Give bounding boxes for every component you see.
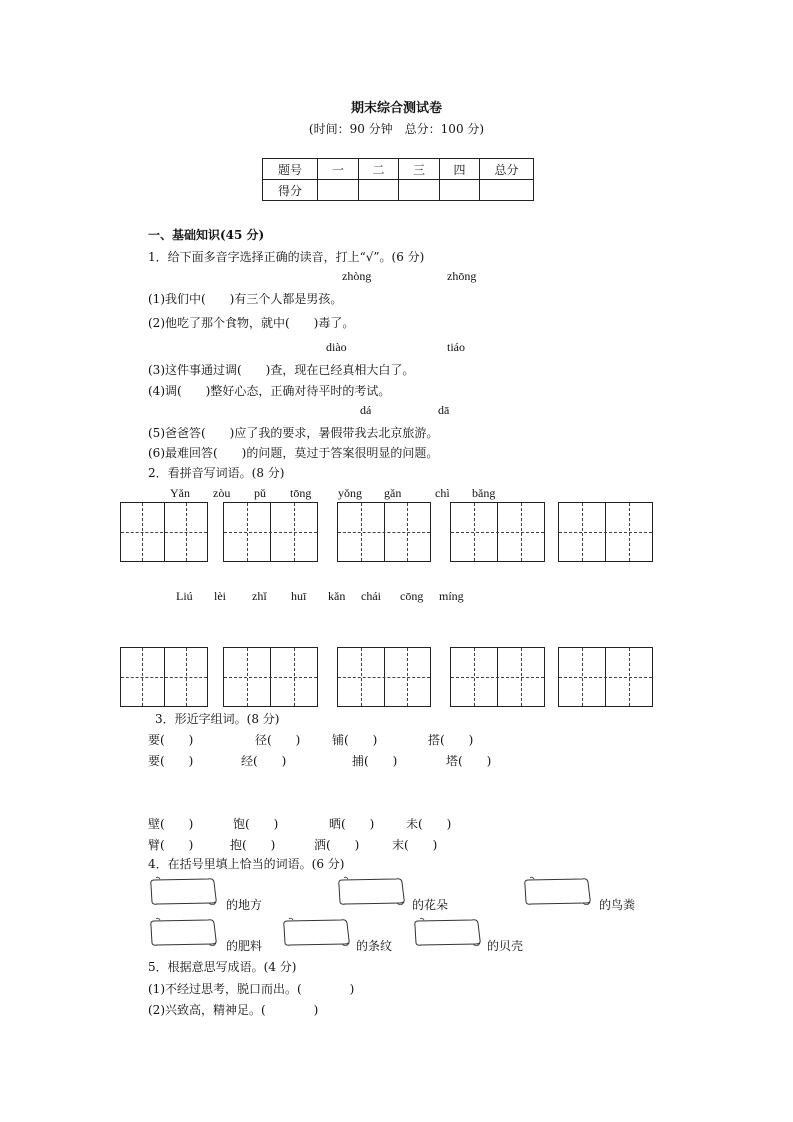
word-blank: 要( ) <box>148 733 194 747</box>
pinyin-syllable: zòu <box>213 486 231 500</box>
word-blank: 铺( ) <box>332 733 378 747</box>
exam-info: (时间：90 分钟 总分：100 分) <box>308 122 485 136</box>
pinyin-option: dā <box>438 403 450 417</box>
scroll-answer-box[interactable] <box>412 915 484 949</box>
q1-sentence: (2)他吃了那个食物，就中( )毒了。 <box>148 316 355 330</box>
pinyin-syllable: Liú <box>176 589 193 603</box>
score-table-header-row <box>263 159 534 180</box>
score-row-label: 得分 <box>263 180 318 201</box>
question-3-prompt: 3．形近字组词。(8 分) <box>155 712 280 726</box>
q1-sentence: (3)这件事通过调( )查，现在已经真相大白了。 <box>148 363 415 377</box>
score-cell[interactable] <box>399 180 440 201</box>
pinyin-syllable: chì <box>435 486 450 500</box>
writing-grid[interactable] <box>337 647 431 707</box>
phrase-suffix: 的地方 <box>226 898 263 912</box>
writing-grid[interactable] <box>223 647 318 707</box>
word-blank: 末( ) <box>392 838 438 852</box>
pinyin-option: zhōng <box>447 269 477 283</box>
pinyin-syllable: chái <box>361 589 381 603</box>
writing-grid[interactable] <box>558 502 653 562</box>
score-header-cell: 二 <box>359 159 399 180</box>
phrase-suffix: 的花朵 <box>412 898 449 912</box>
question-2-prompt: 2．看拼音写词语。(8 分) <box>148 466 285 480</box>
score-header-cell: 一 <box>318 159 359 180</box>
scroll-answer-box[interactable] <box>148 874 220 908</box>
scroll-answer-box[interactable] <box>148 915 220 949</box>
score-cell[interactable] <box>440 180 480 201</box>
scroll-answer-box[interactable] <box>336 874 408 908</box>
writing-grid[interactable] <box>450 502 545 562</box>
question-1-prompt: 1．给下面多音字选择正确的读音，打上“√”。(6 分) <box>148 250 425 264</box>
pinyin-syllable: zhǐ <box>252 589 267 603</box>
pinyin-option: diào <box>326 340 347 354</box>
pinyin-option: tiáo <box>447 340 465 354</box>
pinyin-syllable: huī <box>291 589 307 603</box>
pinyin-syllable: yǒng <box>338 486 362 500</box>
word-blank: 要( ) <box>148 754 194 768</box>
score-cell[interactable] <box>359 180 399 201</box>
word-blank: 捕( ) <box>352 754 398 768</box>
word-blank: 径( ) <box>255 733 301 747</box>
phrase-suffix: 的鸟粪 <box>599 898 636 912</box>
pinyin-syllable: Yǎn <box>170 486 190 500</box>
pinyin-syllable: cōng <box>400 589 424 603</box>
word-blank: 洒( ) <box>314 838 360 852</box>
score-header-cell: 总分 <box>480 159 534 180</box>
word-blank: 未( ) <box>406 817 452 831</box>
pinyin-syllable: tōng <box>290 486 312 500</box>
q5-sentence: (2)兴致高，精神足。( ) <box>148 1003 319 1017</box>
word-blank: 晒( ) <box>329 817 375 831</box>
writing-grid[interactable] <box>223 502 318 562</box>
score-header-cell: 题号 <box>263 159 318 180</box>
writing-grid[interactable] <box>558 647 653 707</box>
word-blank: 臂( ) <box>148 838 194 852</box>
q1-sentence: (1)我们中( )有三个人都是男孩。 <box>148 292 343 306</box>
pinyin-syllable: bǎng <box>472 486 496 500</box>
score-cell[interactable] <box>318 180 359 201</box>
score-table-row <box>263 180 534 201</box>
score-header-cell: 三 <box>399 159 440 180</box>
writing-grid[interactable] <box>337 502 431 562</box>
scroll-answer-box[interactable] <box>522 874 594 908</box>
q1-sentence: (6)最难回答( )的问题，莫过于答案很明显的问题。 <box>148 446 439 460</box>
word-blank: 搭( ) <box>428 733 474 747</box>
pinyin-syllable: lèi <box>214 589 226 603</box>
page-title: 期末综合测试卷 <box>350 101 442 116</box>
pinyin-option: zhòng <box>342 269 372 283</box>
pinyin-option: dá <box>360 403 372 417</box>
pinyin-syllable: míng <box>439 589 464 603</box>
score-table <box>262 158 534 201</box>
q1-sentence: (4)调( )整好心态，正确对待平时的考试。 <box>148 384 391 398</box>
pinyin-syllable: pǔ <box>254 486 266 500</box>
writing-grid[interactable] <box>120 502 208 562</box>
word-blank: 经( ) <box>241 754 287 768</box>
phrase-suffix: 的贝壳 <box>487 939 524 953</box>
q1-sentence: (5)爸爸答( )应了我的要求，暑假带我去北京旅游。 <box>148 426 439 440</box>
phrase-suffix: 的条纹 <box>356 939 393 953</box>
word-blank: 饱( ) <box>233 817 279 831</box>
q5-sentence: (1)不经过思考，脱口而出。( ) <box>148 982 355 996</box>
scroll-answer-box[interactable] <box>281 915 353 949</box>
question-4-prompt: 4．在括号里填上恰当的词语。(6 分) <box>148 857 345 871</box>
word-blank: 塔( ) <box>446 754 492 768</box>
word-blank: 壁( ) <box>148 817 194 831</box>
writing-grid[interactable] <box>120 647 208 707</box>
pinyin-syllable: kǎn <box>328 589 346 603</box>
pinyin-syllable: gǎn <box>384 486 402 500</box>
phrase-suffix: 的肥料 <box>226 939 263 953</box>
score-header-cell: 四 <box>440 159 480 180</box>
score-cell[interactable] <box>480 180 534 201</box>
word-blank: 抱( ) <box>230 838 276 852</box>
question-5-prompt: 5．根据意思写成语。(4 分) <box>148 960 297 974</box>
writing-grid[interactable] <box>450 647 545 707</box>
section-heading: 一、基础知识(45 分) <box>148 228 265 242</box>
